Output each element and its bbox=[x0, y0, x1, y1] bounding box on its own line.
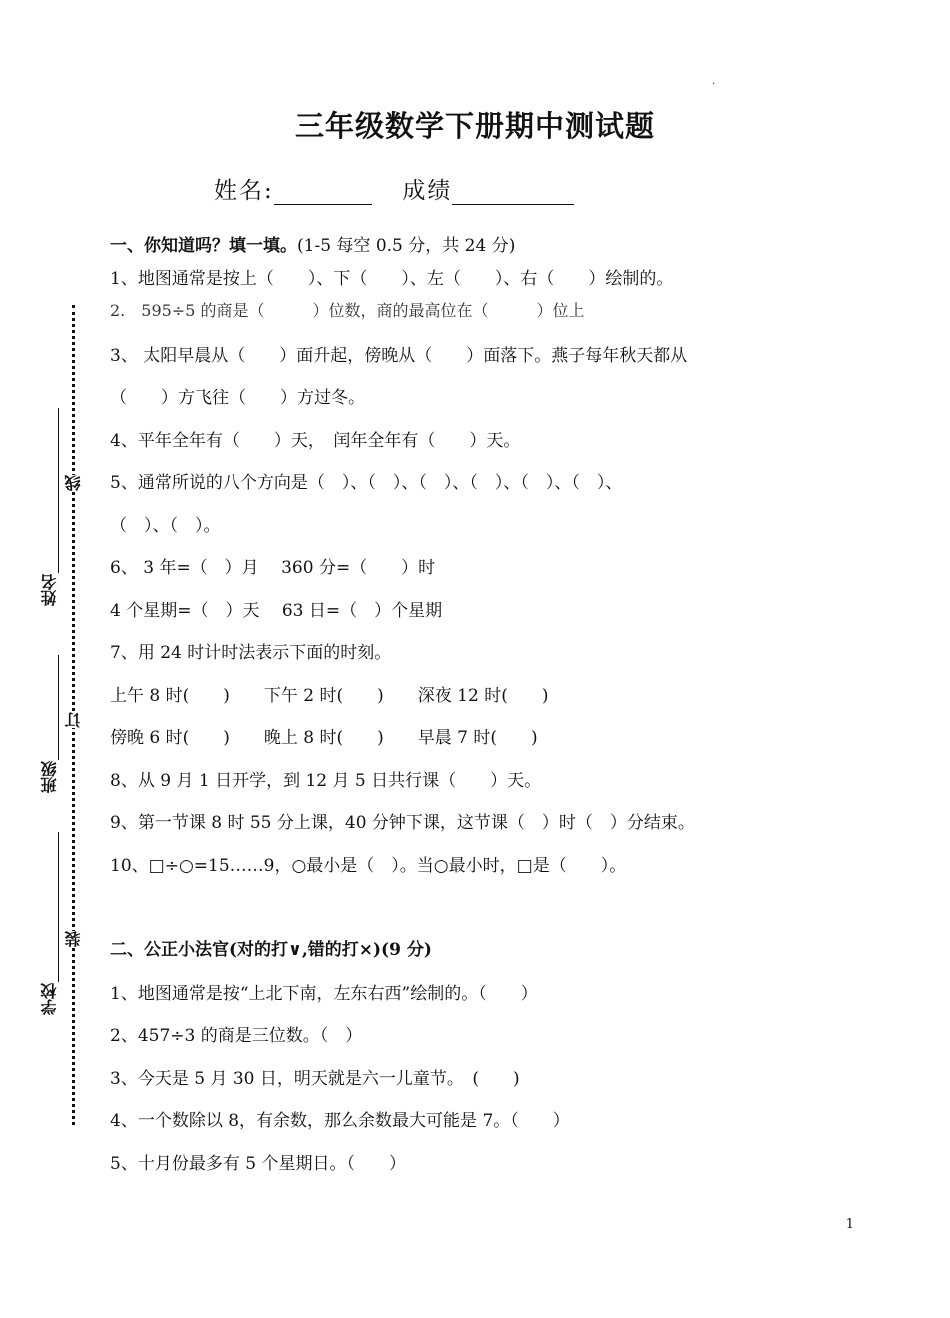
name-blank-line bbox=[58, 408, 59, 573]
question-line: 8、从 9 月 1 日开学，到 12 月 5 日共行课（ ）天。 bbox=[110, 771, 542, 791]
name-label: 姓名: bbox=[214, 178, 274, 204]
question-line: 5、十月份最多有 5 个星期日。（ ） bbox=[110, 1154, 406, 1174]
question-line: 4 个星期=（ ）天 63 日=（ ）个星期 bbox=[110, 601, 443, 621]
question-line: 傍晚 6 时( ) 晚上 8 时( ) 早晨 7 时( ) bbox=[110, 728, 538, 748]
school-blank-line bbox=[58, 832, 59, 982]
question-line: 6、 3 年=（ ）月 360 分=（ ）时 bbox=[110, 558, 436, 578]
cut-mark-zhuang: 装 bbox=[64, 931, 83, 947]
question-line: （ ）方飞往（ ）方过冬。 bbox=[110, 388, 365, 408]
question-line: 4、一个数除以 8，有余数，那么余数最大可能是 7。（ ） bbox=[110, 1111, 570, 1131]
question-line: （ ）、（ ）。 bbox=[110, 516, 221, 536]
name-blank bbox=[274, 182, 372, 205]
binding-label-school: 学校 bbox=[40, 983, 59, 1015]
score-blank bbox=[452, 182, 574, 205]
question-line: 1、地图通常是按“上北下南，左东右西”绘制的。（ ） bbox=[110, 984, 538, 1004]
question-line: 1、地图通常是按上（ ）、下（ ）、左（ ）、右（ ）绘制的。 bbox=[110, 269, 674, 289]
class-blank-line bbox=[58, 655, 59, 760]
question-line: 2、457÷3 的商是三位数。（ ） bbox=[110, 1026, 363, 1046]
page-number: 1 bbox=[845, 1217, 854, 1232]
page-mark: . bbox=[712, 76, 716, 87]
question-line: 9、第一节课 8 时 55 分上课，40 分钟下课，这节课（ ）时（ ）分结束。 bbox=[110, 813, 695, 833]
cut-mark-ding: 订 bbox=[64, 712, 83, 728]
section1-heading bbox=[110, 231, 515, 256]
binding-label-name: 姓名 bbox=[40, 574, 59, 606]
cut-mark-xian: 线 bbox=[64, 475, 83, 491]
score-label: 成绩 bbox=[402, 178, 453, 204]
question-line: 3、今天是 5 月 30 日，明天就是六一儿童节。 ( ) bbox=[110, 1069, 520, 1089]
section1-title: 一、你知道吗？填一填。 bbox=[110, 236, 297, 256]
section2-heading: 二、公正小法官(对的打∨,错的打×)(9 分) bbox=[110, 940, 432, 960]
question-line: 10、□÷○=15……9，○最小是（ ）。当○最小时，□是（ ）。 bbox=[110, 856, 627, 876]
question-line: 5、通常所说的八个方向是（ ）、（ ）、（ ）、（ ）、（ ）、（ ）、 bbox=[110, 473, 623, 493]
section1-note: (1-5 每空 0.5 分，共 24 分) bbox=[297, 236, 516, 256]
question-line: 7、用 24 时计时法表示下面的时刻。 bbox=[110, 643, 392, 663]
page-title: 三年级数学下册期中测试题 bbox=[294, 109, 655, 143]
question-line: 2. 595÷5 的商是（ ）位数，商的最高位在（ ）位上 bbox=[110, 301, 585, 320]
name-score-line bbox=[214, 172, 574, 205]
question-line: 4、平年全年有（ ）天， 闰年全年有（ ）天。 bbox=[110, 431, 521, 451]
question-line: 上午 8 时( ) 下午 2 时( ) 深夜 12 时( ) bbox=[110, 686, 549, 706]
question-line: 3、 太阳早晨从（ ）面升起，傍晚从（ ）面落下。燕子每年秋天都从 bbox=[110, 346, 688, 366]
binding-label-class: 班级 bbox=[40, 761, 59, 793]
